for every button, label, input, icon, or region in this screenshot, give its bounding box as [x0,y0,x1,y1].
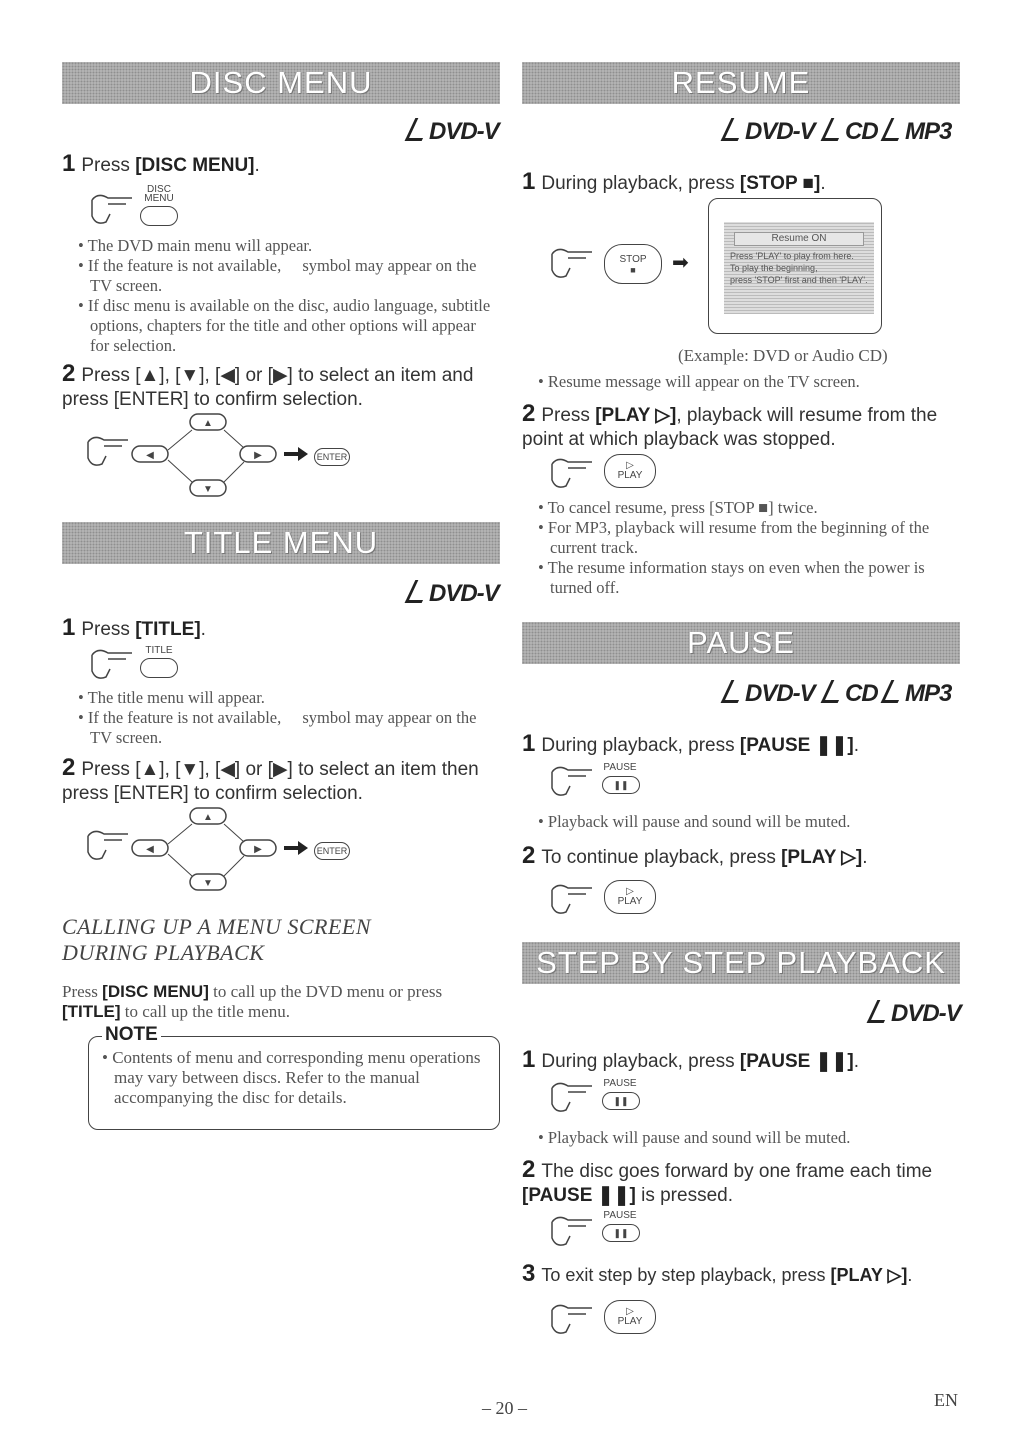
hand-pointer-icon [548,1078,598,1118]
bullet-item: • If the feature is not available, ⃠ symbol may appear on the TV screen. [78,256,498,296]
bullet-item: • For MP3, playback will resume from the beginning of the current track. [538,518,958,558]
hand-pointer-icon [88,645,138,685]
bullet-item: • The DVD main menu will appear. [78,236,498,256]
screen-line: To play the beginning, [730,263,818,273]
pause-key: ❚❚ [602,1092,640,1110]
step-by-step-step-1: 1 During playback, press [PAUSE ❚❚]. [522,1046,860,1073]
pause-key-label: PAUSE [603,762,637,773]
pause-step-2: 2 To continue playback, press [PLAY ▷]. [522,842,868,869]
resume-step-1: 1 During playback, press [STOP ■]. [522,168,826,195]
title-menu-step-2: 2 Press [▲], [▼], [◀] or [▶] to select an item then press [ENTER] to confirm selection. [62,754,479,804]
resume-message-screen [724,222,874,314]
page-number: – 20 – [482,1398,527,1418]
svg-text:▶: ▶ [254,844,262,855]
step-by-step-bullet [538,1128,958,1148]
disc-menu-step-1: 1 Press [DISC MENU]. [62,150,260,177]
disc-menu-bullets [78,236,498,356]
note-text [102,1048,486,1108]
resume-disc-badges [726,118,966,148]
hand-pointer-icon [548,454,598,494]
step-by-step-banner: STEP BY STEP PLAYBACK [522,942,960,984]
hand-pointer-icon [548,244,598,284]
screen-line: Resume ON [734,232,864,246]
bullet-item: • Playback will pause and sound will be muted. [538,1128,958,1148]
title-key-label: TITLE [145,645,173,656]
resume-banner: RESUME [522,62,960,104]
title-menu-step-1: 1 Press [TITLE]. [62,614,206,641]
screen-line: press 'STOP' first and then 'PLAY'. [730,275,868,285]
svg-text:◀: ◀ [146,844,154,855]
pause-disc-badges [726,680,966,710]
dvd-v-badge: DVD-V [410,580,499,608]
pause-banner: PAUSE [522,622,960,664]
pause-step-1: 1 During playback, press [PAUSE ❚❚]. [522,730,860,757]
cd-badge: CD [826,680,878,708]
play-key: ▷ PLAY [604,454,656,488]
dvd-v-badge: DVD-V [726,118,815,146]
language-code: EN [934,1390,958,1410]
svg-text:◀: ◀ [146,450,154,461]
title-menu-banner: TITLE MENU [62,522,500,564]
direction-keys-diagram [84,412,354,512]
calling-up-paragraph: Press [DISC MENU] to call up the DVD menu or press [TITLE] to call up the title menu. [62,982,443,1021]
bullet-item: • The resume information stays on even when the power is turned off. [538,558,958,598]
step-by-step-step-2: 2 The disc goes forward by one frame each time [PAUSE ❚❚] is pressed. [522,1156,933,1206]
enter-key: ENTER [314,842,350,860]
calling-up-heading: CALLING UP A MENU SCREEN DURING PLAYBACK [62,914,372,965]
cd-badge: CD [826,118,878,146]
pause-bullet [538,812,958,832]
svg-text:▼: ▼ [203,878,213,889]
dvd-v-badge: DVD-V [410,118,499,146]
direction-keys-diagram [84,806,354,906]
bullet-item: • Contents of menu and corresponding menu operations may vary between discs. Refer to the manual accompanying the disc for details. [102,1048,486,1108]
right-arrow-icon: ➡ [672,252,689,274]
mp3-badge: MP3 [886,680,951,708]
bullet-item: • Resume message will appear on the TV screen. [538,372,958,392]
title-menu-bullets [78,688,498,748]
bullet-item: • The title menu will appear. [78,688,498,708]
svg-text:▶: ▶ [254,450,262,461]
bullet-item: • If the feature is not available, ⃠ symbol may appear on the TV screen. [78,708,498,748]
mp3-badge: MP3 [886,118,951,146]
svg-text:▲: ▲ [203,418,213,429]
disc-menu-banner: DISC MENU [62,62,500,104]
hand-pointer-icon [548,762,598,802]
svg-text:▲: ▲ [203,812,213,823]
disc-menu-key [140,206,178,226]
dvd-v-badge: DVD-V [726,680,815,708]
svg-text:▼: ▼ [203,484,213,495]
pause-key: ❚❚ [602,1224,640,1242]
stop-key: STOP ■ [604,244,662,284]
bullet-item: • If disc menu is available on the disc, audio language, subtitle options, chapters for the title and other options will appear for selection. [78,296,498,356]
play-key: ▷ PLAY [604,1300,656,1334]
play-key: ▷ PLAY [604,880,656,914]
pause-key-label: PAUSE [603,1078,637,1089]
hand-pointer-icon [548,1212,598,1252]
disc-menu-step-2: 2 Press [▲], [▼], [◀] or [▶] to select an item and press [ENTER] to confirm selection. [62,360,474,410]
disc-menu-key-label: DISC MENU [144,184,174,204]
step-by-step-step-3: 3 To exit step by step playback, press [PLAY ▷]. [522,1260,913,1287]
screen-line: Press 'PLAY' to play from here. [730,251,854,261]
pause-key: ❚❚ [602,776,640,794]
dvd-v-badge: DVD-V [872,1000,961,1028]
pause-key-label: PAUSE [603,1210,637,1221]
bullet-item: • To cancel resume, press [STOP ■] twice. [538,498,958,518]
enter-key: ENTER [314,448,350,466]
resume-step-2: 2 Press [PLAY ▷], playback will resume from the point at which playback was stopped. [522,400,938,450]
hand-pointer-icon [548,1300,598,1340]
note-label: NOTE [102,1024,161,1046]
resume-bullets-2 [538,498,958,598]
example-caption: (Example: DVD or Audio CD) [678,346,888,365]
title-key [140,658,178,678]
hand-pointer-icon [548,880,598,920]
resume-bullet [538,372,958,392]
hand-pointer-icon [88,190,138,230]
bullet-item: • Playback will pause and sound will be muted. [538,812,958,832]
